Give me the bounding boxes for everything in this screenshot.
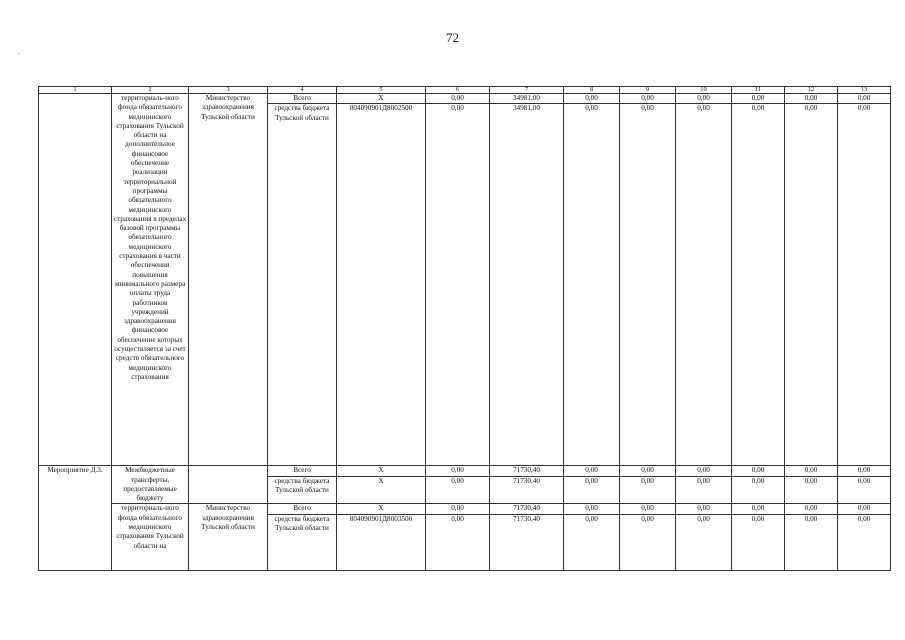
value-cell: 0,00 bbox=[564, 104, 620, 466]
executor-cell-empty bbox=[189, 466, 268, 504]
value-cell: 0,00 bbox=[785, 104, 838, 466]
value-cell: 0,00 bbox=[676, 514, 732, 570]
code-cell: X bbox=[337, 476, 426, 504]
value-cell: 71730,40 bbox=[490, 476, 564, 504]
value-cell: 0,00 bbox=[426, 504, 490, 514]
value-cell: 0,00 bbox=[732, 94, 785, 104]
table-row bbox=[39, 504, 891, 514]
event-description: территориаль-ного фонда обязательного медицинского страхования Тульской области на дополнительное финансовое обеспечение реализации территориальной программы обязательного медицинского страхования в пределах базовой программы обязательного медицинского страхования в части обеспечения повышения минимального размера оплаты труда работников учреждений здравоохранения финансовое обеспечение которых осуществляется за счет средств обязательного медицинского страхования bbox=[112, 94, 189, 466]
value-cell: 0,00 bbox=[732, 514, 785, 570]
value-cell: 71730,40 bbox=[490, 514, 564, 570]
code-cell: X bbox=[337, 504, 426, 514]
value-cell: 0,00 bbox=[732, 466, 785, 476]
event-description: Межбюджетные трансферты, предоставляемые бюджету bbox=[112, 466, 189, 504]
value-cell: 0,00 bbox=[838, 514, 891, 570]
page-number: 72 bbox=[446, 30, 459, 45]
col-header: 10 bbox=[676, 87, 732, 94]
col-header: 2 bbox=[112, 87, 189, 94]
value-cell: 0,00 bbox=[564, 476, 620, 504]
value-cell: 0,00 bbox=[838, 94, 891, 104]
executor-cell: Министерство здравоохранения Тульской области bbox=[189, 94, 268, 466]
value-cell: 0,00 bbox=[785, 514, 838, 570]
source-cell: Всего bbox=[268, 466, 337, 476]
code-cell: 804090901Д8002500 bbox=[337, 104, 426, 466]
value-cell: 0,00 bbox=[732, 104, 785, 466]
col-header: 5 bbox=[337, 87, 426, 94]
value-cell: 0,00 bbox=[676, 94, 732, 104]
value-cell: 71730,40 bbox=[490, 466, 564, 476]
value-cell: 0,00 bbox=[426, 94, 490, 104]
executor-cell: Министерство здравоохранения Тульской области bbox=[189, 504, 268, 570]
source-cell: средства бюджета Тульской области bbox=[268, 476, 337, 504]
value-cell: 0,00 bbox=[620, 104, 676, 466]
column-number-row bbox=[39, 87, 891, 94]
col-header: 8 bbox=[564, 87, 620, 94]
col-header: 6 bbox=[426, 87, 490, 94]
budget-table bbox=[38, 86, 891, 571]
code-cell: 804090901Д8003500 bbox=[337, 514, 426, 570]
value-cell: 0,00 bbox=[838, 104, 891, 466]
value-cell: 0,00 bbox=[564, 504, 620, 514]
event-label-cell bbox=[39, 94, 112, 466]
value-cell: 0,00 bbox=[838, 466, 891, 476]
value-cell: 0,00 bbox=[620, 476, 676, 504]
value-cell: 0,00 bbox=[785, 504, 838, 514]
col-header: 12 bbox=[785, 87, 838, 94]
value-cell: 0,00 bbox=[426, 104, 490, 466]
value-cell: 0,00 bbox=[838, 476, 891, 504]
value-cell: 0,00 bbox=[426, 514, 490, 570]
table-row bbox=[39, 94, 891, 104]
value-cell: 0,00 bbox=[620, 514, 676, 570]
col-header: 3 bbox=[189, 87, 268, 94]
value-cell: 0,00 bbox=[785, 476, 838, 504]
table-row bbox=[39, 466, 891, 476]
col-header: 4 bbox=[268, 87, 337, 94]
value-cell: 0,00 bbox=[785, 466, 838, 476]
value-cell: 0,00 bbox=[676, 504, 732, 514]
value-cell: 0,00 bbox=[620, 466, 676, 476]
value-cell: 34981,00 bbox=[490, 104, 564, 466]
corner-mark: . bbox=[18, 47, 20, 56]
value-cell: 0,00 bbox=[732, 504, 785, 514]
value-cell: 0,00 bbox=[426, 476, 490, 504]
code-cell: X bbox=[337, 466, 426, 476]
value-cell: 71730,40 bbox=[490, 504, 564, 514]
value-cell: 0,00 bbox=[676, 104, 732, 466]
source-cell: Всего bbox=[268, 94, 337, 104]
event-label-cell: Мероприятие Д.3. bbox=[39, 466, 112, 570]
col-header: 1 bbox=[39, 87, 112, 94]
col-header: 11 bbox=[732, 87, 785, 94]
source-cell: Всего bbox=[268, 504, 337, 514]
value-cell: 0,00 bbox=[676, 476, 732, 504]
source-cell: средства бюджета Тульской области bbox=[268, 514, 337, 570]
value-cell: 0,00 bbox=[785, 94, 838, 104]
col-header: 7 bbox=[490, 87, 564, 94]
value-cell: 0,00 bbox=[676, 466, 732, 476]
value-cell: 0,00 bbox=[564, 94, 620, 104]
value-cell: 34981,00 bbox=[490, 94, 564, 104]
value-cell: 0,00 bbox=[564, 514, 620, 570]
event-description: территориаль-ного фонда обязательного медицинского страхования Тульской области на bbox=[112, 504, 189, 570]
col-header: 13 bbox=[838, 87, 891, 94]
value-cell: 0,00 bbox=[620, 94, 676, 104]
source-cell: средства бюджета Тульской области bbox=[268, 104, 337, 466]
value-cell: 0,00 bbox=[838, 504, 891, 514]
code-cell: X bbox=[337, 94, 426, 104]
value-cell: 0,00 bbox=[564, 466, 620, 476]
value-cell: 0,00 bbox=[426, 466, 490, 476]
col-header: 9 bbox=[620, 87, 676, 94]
value-cell: 0,00 bbox=[732, 476, 785, 504]
value-cell: 0,00 bbox=[620, 504, 676, 514]
